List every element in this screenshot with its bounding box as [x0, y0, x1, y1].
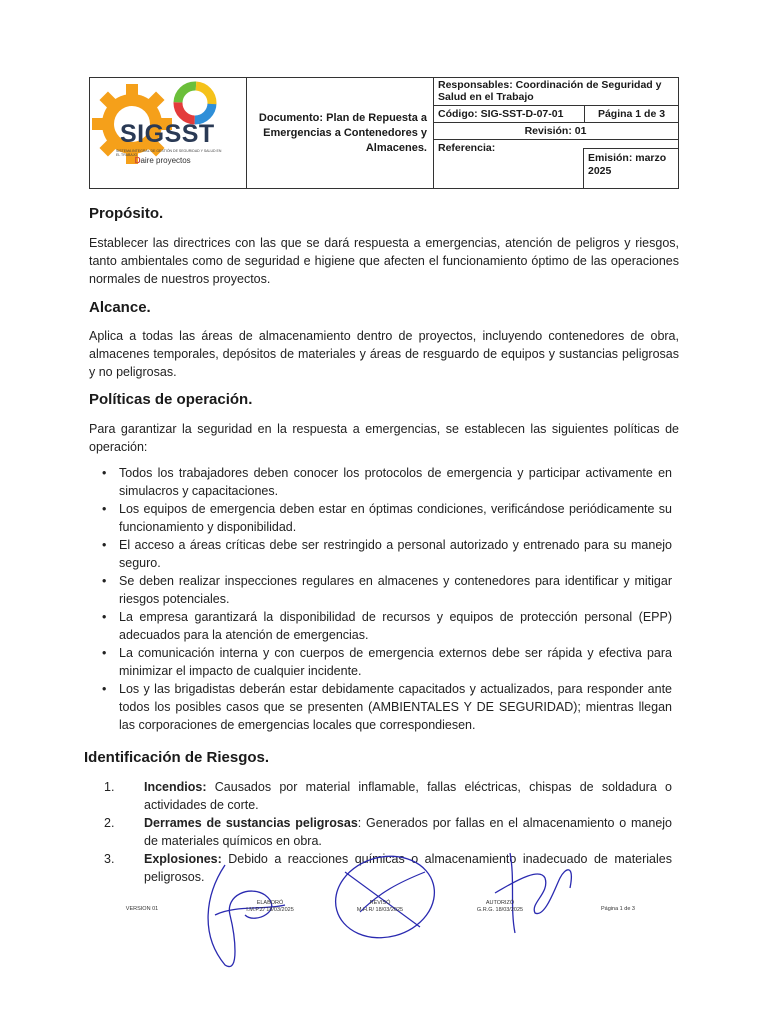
proposito-heading: Propósito. [89, 205, 164, 222]
footer-version: VERSION 01 [125, 906, 159, 912]
alcance-text: Aplica a todas las áreas de almacenamiento dentro de proyectos, incluyendo contenedores de obra, almacenes temporales, depósitos de materiales y áreas de resguardo de equipos y sustancias peligrosas y no peligrosas. [89, 329, 679, 379]
pagina-cell: Página 1 de 3 [585, 106, 678, 123]
politicas-list [100, 464, 672, 734]
emision-cell: Emisión: marzo 2025 [583, 148, 678, 188]
referencia-cell: Referencia: [438, 142, 496, 154]
footer-pagina: Página 1 de 3 [601, 906, 635, 912]
list-item: 3. Explosiones: Debido a reacciones químicas o almacenamiento inadecuado de materiales peligrosos. [104, 852, 672, 884]
list-item: • El acceso a áreas críticas debe ser restringido a personal autorizado y entrenado para su manejo seguro. [102, 538, 672, 570]
codigo-cell: Código: SIG-SST-D-07-01 [433, 106, 585, 123]
list-item: 1. Incendios: Causados por material inflamable, fallas eléctricas, chispas de soldadura o actividades de corte. [104, 780, 672, 812]
list-item: • La comunicación interna y con cuerpos de emergencia externos debe ser rápida y efectiva para minimizar el impacto de cualquier incidente. [102, 646, 672, 678]
document-title: Documento: Plan de Repuesta a Emergencias a Contenedores y Almacenes. [258, 111, 427, 154]
list-item: • Los y las brigadistas deberán estar debidamente capacitados y actualizados, para responder ante todos los posibles casos que se presenten (AMBIENTALES Y DE SEGURIDAD); mientras llegan las corporaciones de emergencias locales que correspondiesen. [102, 682, 672, 732]
logo-cell [90, 78, 247, 188]
logo-subtitle: SISTEMA INTEGRAL DE GESTIÓN DE SEGURIDAD Y SALUD EN EL TRABAJO [116, 149, 222, 157]
alcance-heading: Alcance. [89, 299, 151, 316]
revision-cell: Revisión: 01 [433, 123, 678, 140]
logo-company: Ꭰaire proyectos [135, 156, 191, 165]
footer-reviso: REVISÓ M.H.R/ 18/03/2025 [356, 900, 404, 913]
logo-brand: SIGSST [120, 120, 215, 148]
responsables-cell: Responsables: Coordinación de Seguridad y Salud en el Trabajo [433, 78, 678, 106]
header-table [89, 77, 679, 189]
list-item: 2. Derrames de sustancias peligrosas: Generados por fallas en el almacenamiento o manejo de materiales químicos en obra. [104, 816, 673, 848]
riesgos-heading: Identificación de Riesgos. [84, 749, 270, 766]
signature-reviso-icon [330, 852, 440, 942]
politicas-intro: Para garantizar la seguridad en la respuesta a emergencias, se establecen las siguientes políticas de operación: [89, 422, 679, 454]
list-item: • La empresa garantizará la disponibilidad de recursos y equipos de protección personal (EPP) adecuados para la atención de emergencias. [102, 610, 672, 642]
list-item: • Se deben realizar inspecciones regulares en almacenes y contenedores para identificar y mitigar riesgos potenciales. [102, 574, 672, 606]
signature-elaboro-icon [195, 855, 305, 975]
footer-elaboro: ELABORÓ I.M.P.Z/ 18/03/2025 [246, 900, 294, 913]
signature-autorizo-icon [490, 848, 580, 938]
footer-autorizo: AUTORIZÓ G.R.G. 18/03/2025 [476, 900, 524, 913]
document-title-cell [246, 78, 434, 188]
proposito-text: Establecer las directrices con las que se dará respuesta a emergencias, atención de peligros y riesgos, tanto ambientales como de seguridad e higiene que afecten el funcionamiento óptimo de las operaciones normales de nuestros proyectos. [89, 236, 679, 286]
list-item: • Los equipos de emergencia deben estar en óptimas condiciones, verificándose periódicamente su funcionamiento y disponibilidad. [102, 502, 672, 534]
politicas-heading: Políticas de operación. [89, 391, 253, 408]
list-item: • Todos los trabajadores deben conocer los protocolos de emergencia y participar activamente en simulacros y capacitaciones. [102, 466, 672, 498]
